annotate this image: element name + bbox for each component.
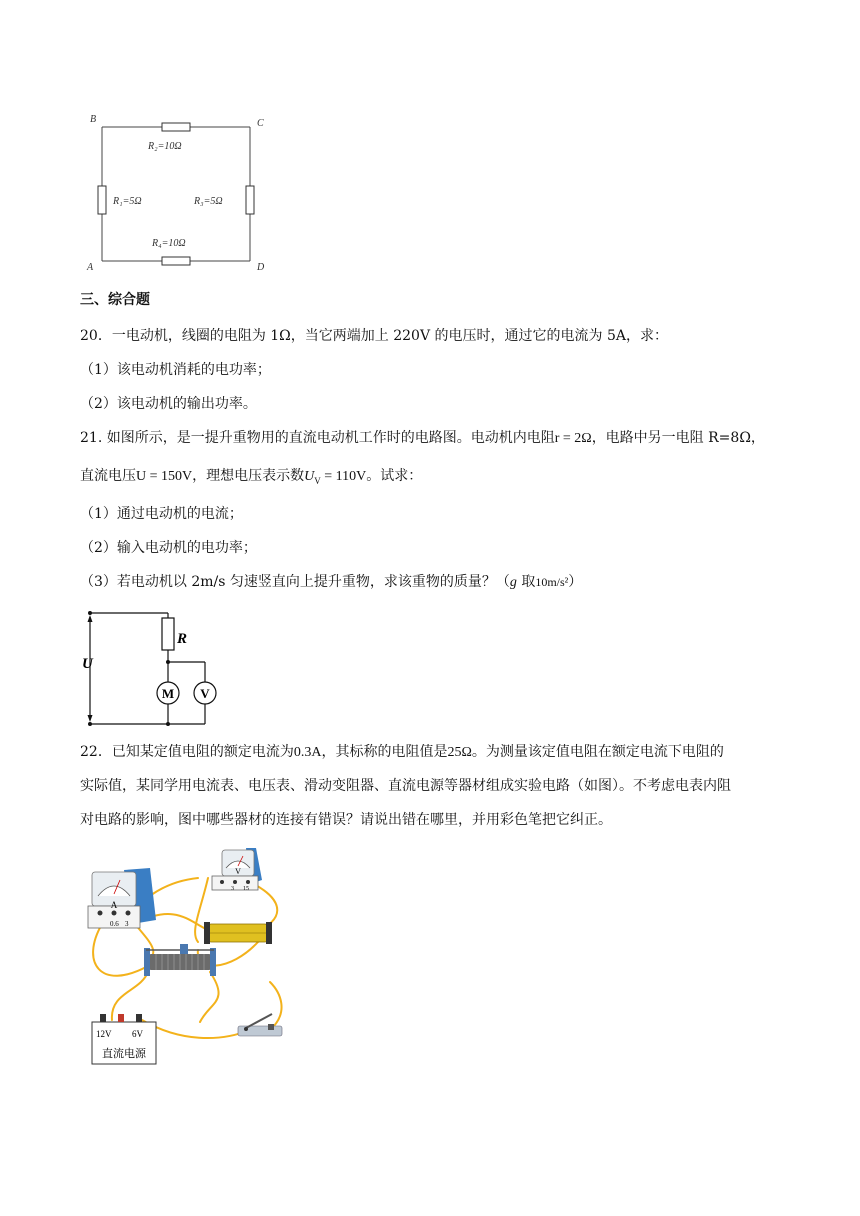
q21-line2-text-b: ，理想电压表示数 [192,468,305,484]
q22-line1-text-a: 22．已知某定值电阻的额定电流为 [80,744,294,760]
ammeter-terminal-1: 0.6 [110,920,119,928]
q21-line2-math2-sub: V [314,475,321,486]
corner-label-b: B [90,114,97,125]
q21-line2-text-c: 。试求： [366,468,423,484]
section-heading: 三、综合题 [80,292,150,308]
resistor-r1 [98,186,106,214]
q22-line3: 对电路的影响，图中哪些器材的连接有错误？请说出错在哪里，并用彩色笔把它纠正。 [80,812,612,828]
circuit-figure-2 [80,604,230,732]
q21-line1-text-b: ，电路中另一电阻 R=8Ω， [591,430,765,446]
resistor-r3 [246,186,254,214]
q21-part3-text-a: （3）若电动机以 2m/s 匀速竖直向上提升重物，求该重物的质量？（ [80,574,510,590]
ammeter-symbol-label: A [110,900,118,910]
label-r: R [177,631,188,647]
q20-stem: 20．一电动机，线圈的电阻为 1Ω，当它两端加上 220V 的电压时，通过它的电流为 5A，求： [80,328,668,344]
label-r4: R₄=10Ω [152,238,186,249]
q21-part3 [80,572,582,593]
q21-line1-text-a: 21. 如图所示，是一提升重物用的直流电动机工作时的电路图。电动机内电阻 [80,430,555,446]
q21-part3-text-c: ） [568,574,583,590]
label-v: V [200,686,210,701]
q20-part2: （2）该电动机的输出功率。 [80,396,257,412]
q21-part3-g: g [509,575,517,590]
resistor-r [162,618,174,650]
ammeter-terminal-2: 3 [125,920,129,928]
q21-line1 [80,428,765,449]
battery-terminal-2: 6V [132,1029,143,1039]
label-r2: R₂=10Ω [148,141,182,152]
q21-part1: （1）通过电动机的电流； [80,506,243,522]
battery-label: 直流电源 [102,1048,146,1060]
q21-line2-math1: U = 150V [136,469,193,484]
corner-label-a: A [87,262,94,273]
q21-line2-text-a: 直流电压 [80,468,136,484]
fixed-resistor-device [204,922,272,944]
label-r1: R₁=5Ω [113,196,142,207]
q21-line2-math2-val: = 110V [320,469,367,484]
voltmeter-terminal-1: 3 [231,886,234,892]
q22-line1-math1: 0.3A [293,745,322,760]
q21-part3-value: 10m/s² [535,575,569,589]
resistor-r4 [162,257,190,265]
q21-part2: （2）输入电动机的电功率； [80,540,257,556]
circuit-figure-1 [80,108,280,278]
resistor-r2 [162,123,190,131]
apparatus-figure [80,842,300,1072]
label-m: M [161,686,175,701]
label-u: U [82,656,93,672]
corner-label-c: C [257,118,264,129]
corner-label-d: D [257,262,265,273]
ammeter-device [88,868,156,928]
battery-terminal-1: 12V [96,1029,112,1039]
voltmeter-symbol-label: V [235,867,241,876]
q21-line1-math: r = 2Ω [554,431,592,446]
label-r3: R₃=5Ω [194,196,223,207]
q22-line1 [80,742,724,763]
q22-line1-text-b: ，其标称的电阻值是 [321,744,448,760]
q22-line2: 实际值，某同学用电流表、电压表、滑动变阻器、直流电源等器材组成实验电路（如图）。不考虑电表内阻 [80,778,731,794]
q20-part1: （1）该电动机消耗的电功率； [80,362,271,378]
q21-line2 [80,466,422,491]
voltmeter-terminal-2: 15 [243,886,249,892]
q21-part3-text-b: 取 [516,574,536,590]
q22-line1-text-c: 。为测量该定值电阻在额定电流下电阻的 [471,744,724,760]
q21-line2-math2: U [304,469,315,484]
rheostat-device [144,944,216,976]
q22-line1-math2: 25Ω [447,745,472,760]
